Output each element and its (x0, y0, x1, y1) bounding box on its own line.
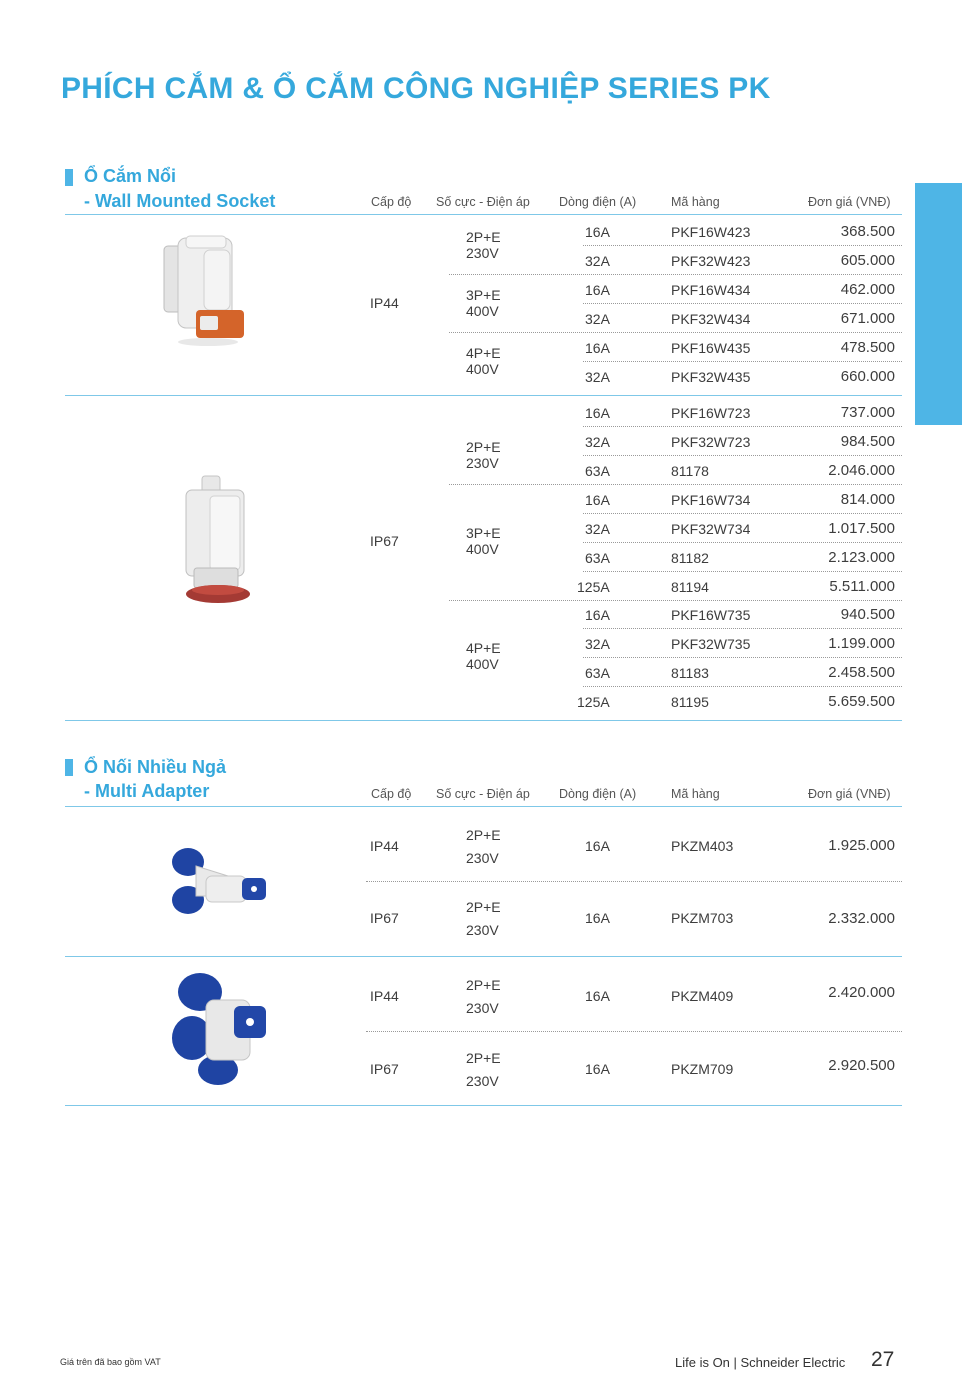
section1-title-vi: Ổ Cắm Nổi (84, 166, 177, 186)
product-code: 81195 (671, 694, 709, 710)
cap-do: IP67 (370, 910, 399, 926)
current: 16A (585, 492, 610, 508)
header-rule (65, 214, 902, 215)
row-divider (583, 628, 902, 629)
product-code: PKF32W435 (671, 369, 751, 385)
price: 2.458.500 (828, 664, 895, 681)
current: 32A (585, 253, 610, 269)
cap-do: IP67 (370, 533, 399, 549)
current: 32A (585, 434, 610, 450)
product-code: 81178 (671, 463, 709, 479)
price: 2.920.500 (828, 1057, 895, 1074)
section-marker (65, 759, 73, 776)
header-dong-dien: Dòng điện (A) (559, 787, 637, 801)
header-ma-hang: Mã hàng (671, 787, 720, 801)
section2-title-en: - Multi Adapter (84, 781, 210, 801)
price: 814.000 (840, 491, 895, 508)
header-so-cuc: Số cực - Điện áp (436, 787, 530, 801)
price: 660.000 (840, 368, 895, 385)
current: 125A (577, 694, 610, 710)
price: 1.925.000 (828, 837, 895, 854)
row-divider (583, 361, 902, 362)
group-rule (65, 395, 902, 396)
current: 32A (585, 521, 610, 537)
brand-line: Life is On | Schneider Electric (675, 1355, 846, 1370)
multi-adapter-3way-icon (166, 842, 272, 920)
wall-socket-ip67-icon (180, 472, 260, 608)
product-code: PKZM403 (671, 838, 734, 854)
row-divider (583, 686, 902, 687)
price: 5.659.500 (828, 693, 895, 710)
row-divider (583, 571, 902, 572)
current: 16A (585, 405, 610, 421)
price: 671.000 (840, 310, 895, 327)
group-rule (65, 956, 902, 957)
poles: 4P+E (466, 345, 501, 361)
price: 5.511.000 (829, 578, 895, 595)
row-divider (449, 332, 902, 333)
voltage: 400V (466, 361, 499, 377)
product-code: PKF16W734 (671, 492, 751, 508)
cap-do: IP44 (370, 988, 399, 1004)
current: 16A (585, 838, 610, 854)
price: 2.046.000 (828, 462, 895, 479)
row-divider (366, 881, 902, 882)
voltage: 230V (466, 1000, 499, 1016)
page-number: 27 (871, 1348, 895, 1371)
product-code: PKF16W723 (671, 405, 751, 421)
multi-adapter-4way-icon (166, 970, 272, 1090)
header-cap-do: Cấp độ (371, 195, 412, 209)
price: 2.123.000 (828, 549, 895, 566)
row-divider (583, 542, 902, 543)
row-divider (449, 600, 902, 601)
product-code: PKF16W735 (671, 607, 751, 623)
product-code: PKF16W423 (671, 224, 751, 240)
current: 16A (585, 340, 610, 356)
voltage: 230V (466, 245, 499, 261)
price: 1.017.500 (828, 520, 895, 537)
header-don-gia: Đơn giá (VNĐ) (808, 787, 891, 801)
price: 2.332.000 (828, 910, 895, 927)
poles: 2P+E (466, 977, 501, 993)
cap-do: IP67 (370, 1061, 399, 1077)
poles: 3P+E (466, 287, 501, 303)
section2-title-vi: Ổ Nối Nhiều Ngả (84, 757, 227, 777)
section1-title-en: - Wall Mounted Socket (84, 191, 276, 211)
product-code: PKF16W435 (671, 340, 751, 356)
product-code: 81182 (671, 550, 709, 566)
side-tab (915, 183, 962, 425)
current: 32A (585, 311, 610, 327)
product-code: PKZM703 (671, 910, 734, 926)
vat-note: Giá trên đã bao gồm VAT (60, 1357, 161, 1367)
current: 16A (585, 1061, 610, 1077)
row-divider (583, 303, 902, 304)
poles: 2P+E (466, 439, 501, 455)
voltage: 400V (466, 541, 499, 557)
product-code: PKZM409 (671, 988, 734, 1004)
row-divider (449, 274, 902, 275)
current: 125A (577, 579, 610, 595)
cap-do: IP44 (370, 295, 399, 311)
header-cap-do: Cấp độ (371, 787, 412, 801)
product-code: PKF16W434 (671, 282, 751, 298)
price: 940.500 (840, 606, 895, 623)
voltage: 230V (466, 1073, 499, 1089)
row-divider (583, 513, 902, 514)
current: 16A (585, 988, 610, 1004)
product-code: PKF32W434 (671, 311, 751, 327)
section-marker (65, 169, 73, 186)
poles: 2P+E (466, 229, 501, 245)
voltage: 230V (466, 922, 499, 938)
product-code: 81194 (671, 579, 709, 595)
price: 1.199.000 (828, 635, 895, 652)
product-code: PKF32W735 (671, 636, 751, 652)
current: 32A (585, 369, 610, 385)
voltage: 230V (466, 455, 499, 471)
header-so-cuc: Số cực - Điện áp (436, 195, 530, 209)
poles: 2P+E (466, 827, 501, 843)
price: 605.000 (840, 252, 895, 269)
row-divider (583, 455, 902, 456)
current: 63A (585, 463, 610, 479)
row-divider (583, 657, 902, 658)
poles: 4P+E (466, 640, 501, 656)
row-divider (366, 1031, 902, 1032)
current: 16A (585, 607, 610, 623)
product-code: PKF32W723 (671, 434, 751, 450)
header-dong-dien: Dòng điện (A) (559, 195, 637, 209)
page-title: PHÍCH CẮM & Ổ CẮM CÔNG NGHIỆP SERIES PK (61, 72, 771, 105)
current: 32A (585, 636, 610, 652)
voltage: 230V (466, 850, 499, 866)
cap-do: IP44 (370, 838, 399, 854)
voltage: 400V (466, 303, 499, 319)
price: 984.500 (840, 433, 895, 450)
price: 2.420.000 (828, 984, 895, 1001)
header-ma-hang: Mã hàng (671, 195, 720, 209)
current: 16A (585, 910, 610, 926)
poles: 3P+E (466, 525, 501, 541)
row-divider (583, 245, 902, 246)
header-rule (65, 806, 902, 807)
product-code: PKF32W734 (671, 521, 751, 537)
section1-end-rule (65, 720, 902, 721)
current: 16A (585, 282, 610, 298)
poles: 2P+E (466, 899, 501, 915)
price: 368.500 (840, 223, 895, 240)
current: 16A (585, 224, 610, 240)
header-don-gia: Đơn giá (VNĐ) (808, 195, 891, 209)
voltage: 400V (466, 656, 499, 672)
product-code: PKZM709 (671, 1061, 734, 1077)
section2-end-rule (65, 1105, 902, 1106)
wall-socket-ip44-icon (160, 232, 255, 350)
poles: 2P+E (466, 1050, 501, 1066)
product-code: 81183 (671, 665, 709, 681)
product-code: PKF32W423 (671, 253, 751, 269)
current: 63A (585, 665, 610, 681)
row-divider (449, 484, 902, 485)
row-divider (583, 426, 902, 427)
price: 737.000 (840, 404, 895, 421)
current: 63A (585, 550, 610, 566)
price: 462.000 (840, 281, 895, 298)
price: 478.500 (840, 339, 895, 356)
